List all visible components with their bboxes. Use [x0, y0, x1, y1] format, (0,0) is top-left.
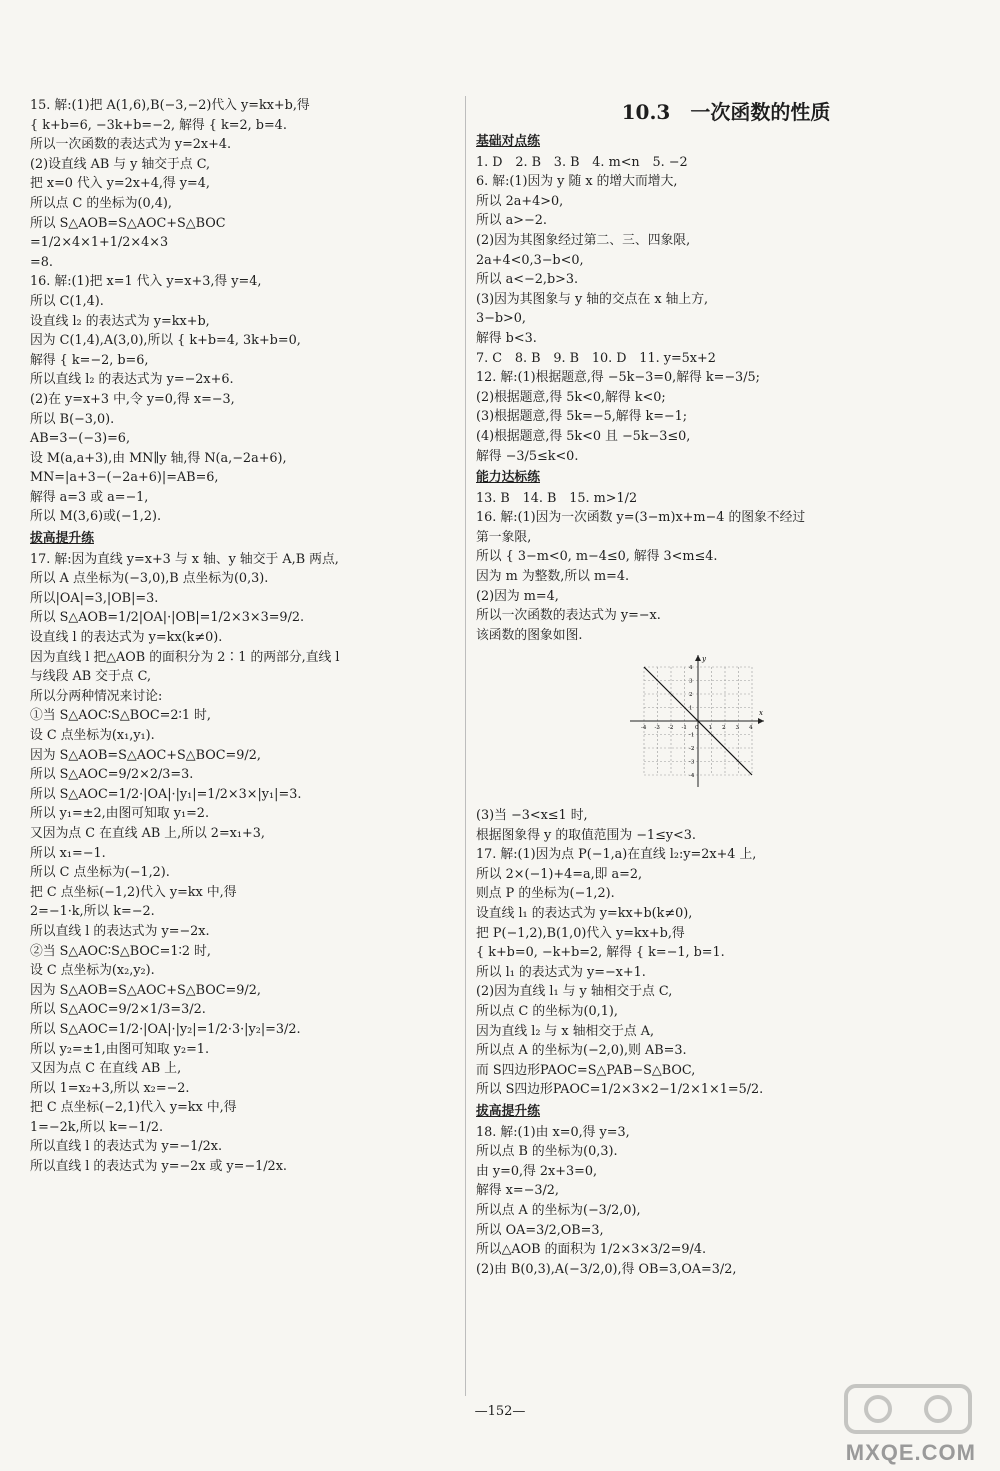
text-line: 所以直线 l 的表达式为 y=−1/2x.: [30, 1139, 223, 1155]
text-line: 把 P(−1,2),B(1,0)代入 y=kx+b,得: [476, 925, 685, 941]
text-line: 所以直线 l 的表达式为 y=−2x 或 y=−1/2x.: [30, 1159, 287, 1175]
y-tick-label: 1: [689, 705, 693, 712]
text-line: 所以 S△AOC=1/2·|OA|·|y₁|=1/2×3×|y₁|=3.: [30, 786, 302, 802]
text-line: ②当 S△AOC∶S△BOC=1∶2 时,: [30, 943, 211, 959]
text-line: 13. B 14. B 15. m>1/2: [476, 490, 638, 506]
text-line: 所以直线 l 的表达式为 y=−2x.: [30, 923, 210, 939]
text-line: 所以点 B 的坐标为(0,3).: [476, 1144, 618, 1160]
text-line: =1/2×4×1+1/2×4×3: [30, 235, 169, 251]
x-tick-label: 1: [708, 725, 712, 732]
text-line: 因为 C(1,4),A(3,0),所以 { k+b=4, 3k+b=0,: [30, 333, 301, 349]
text-line: 所以 B(−3,0).: [30, 411, 115, 427]
text-line: 因为 S△AOB=S△AOC+S△BOC=9/2,: [30, 747, 261, 763]
text-line: 把 C 点坐标(−2,1)代入 y=kx 中,得: [30, 1100, 237, 1116]
text-line: (2)根据题意,得 5k<0,解得 k<0;: [476, 389, 666, 405]
text-line: 15. 解:(1)把 A(1,6),B(−3,−2)代入 y=kx+b,得: [30, 98, 310, 113]
section-title: 10.3 一次函数的性质: [621, 100, 831, 124]
text-line: (2)因为 m=4,: [476, 588, 559, 604]
text-line: { k+b=0, −k+b=2, 解得 { k=−1, b=1.: [476, 945, 725, 961]
text-line: AB=3−(−3)=6,: [30, 431, 131, 447]
text-line: 设 C 点坐标为(x₁,y₁).: [30, 728, 155, 743]
text-line: 17. 解:因为直线 y=x+3 与 x 轴、y 轴交于 A,B 两点,: [30, 551, 339, 567]
text-line: 所以 x₁=−1.: [30, 845, 106, 861]
function-graph: [628, 651, 768, 791]
text-line: 所以 y₂=±1,由图可知取 y₂=1.: [30, 1041, 210, 1057]
x-tick-label: -2: [668, 725, 674, 732]
text-line: 所以 2×(−1)+4=a,即 a=2,: [476, 866, 643, 882]
text-line: 设直线 l₂ 的表达式为 y=kx+b,: [30, 313, 210, 329]
text-line: 因为直线 l 把△AOB 的面积分为 2∶1 的两部分,直线 l: [30, 649, 340, 665]
text-line: 因为 m 为整数,所以 m=4.: [476, 569, 630, 585]
text-line: 所以△AOB 的面积为 1/2×3×3/2=9/4.: [476, 1242, 707, 1258]
y-tick-label: -4: [689, 773, 695, 780]
x-axis-arrow: [758, 718, 764, 724]
text-line: { k+b=6, −3k+b=−2, 解得 { k=2, b=4.: [30, 117, 287, 133]
text-line: 所以 S四边形PAOC=1/2×3×2−1/2×1×1=5/2.: [476, 1082, 764, 1098]
text-line: 18. 解:(1)由 x=0,得 y=3,: [476, 1124, 630, 1140]
watermark-text: MXQE.COM: [845, 1440, 976, 1465]
text-line: 所以 S△AOB=S△AOC+S△BOC: [30, 215, 226, 231]
text-line: 设直线 l₁ 的表达式为 y=kx+b(k≠0),: [476, 906, 693, 921]
text-line: 与线段 AB 交于点 C,: [30, 669, 152, 685]
subsection-heading: 拔高提升练: [476, 1103, 540, 1119]
text-line: (3)因为其图象与 y 轴的交点在 x 轴上方,: [476, 291, 709, 307]
text-line: 所以 S△AOC=1/2·|OA|·|y₂|=1/2·3·|y₂|=3/2.: [30, 1021, 301, 1037]
text-line: 解得 b<3.: [476, 330, 537, 346]
text-line: 16. 解:(1)把 x=1 代入 y=x+3,得 y=4,: [30, 274, 262, 290]
right-column-part-b: [476, 806, 976, 1279]
y-tick-label: -2: [689, 746, 695, 753]
text-line: 所以 { 3−m<0, m−4≤0, 解得 3<m≤4.: [476, 549, 718, 565]
text-line: 所以|OA|=3,|OB|=3.: [30, 590, 159, 606]
text-line: 所以 2a+4>0,: [476, 193, 564, 209]
text-line: 所以一次函数的表达式为 y=−x.: [476, 608, 661, 624]
x-tick-label: -3: [654, 725, 660, 732]
text-line: 所以 C 点坐标为(−1,2).: [30, 865, 170, 881]
text-line: 所以点 C 的坐标为(0,1),: [476, 1003, 618, 1019]
text-line: 所以 l₁ 的表达式为 y=−x+1.: [476, 964, 646, 980]
text-line: 所以点 A 的坐标为(−2,0),则 AB=3.: [476, 1043, 687, 1059]
text-line: (3)当 −3<x≤1 时,: [476, 808, 588, 824]
x-tick-label: -1: [681, 725, 687, 732]
text-line: 所以 a<−2,b>3.: [476, 272, 579, 288]
text-line: 所以 S△AOC=9/2×2/3=3.: [30, 767, 194, 783]
text-line: 把 x=0 代入 y=2x+4,得 y=4,: [30, 176, 210, 192]
text-line: 所以 C(1,4).: [30, 293, 104, 309]
y-tick-label: -1: [689, 732, 695, 739]
column-divider: [465, 96, 466, 1396]
text-line: 又因为点 C 在直线 AB 上,所以 2=x₁+3,: [30, 825, 265, 841]
text-line: 解得 { k=−2, b=6,: [30, 352, 149, 368]
y-tick-label: 2: [689, 692, 693, 699]
x-tick-label: 3: [735, 725, 739, 732]
text-line: (3)根据题意,得 5k=−5,解得 k=−1;: [476, 409, 688, 425]
text-line: 解得 a=3 或 a=−1,: [30, 489, 149, 505]
text-line: 所以 a>−2.: [476, 213, 547, 229]
text-line: 所以 S△AOB=1/2|OA|·|OB|=1/2×3×3=9/2.: [30, 610, 305, 626]
y-tick-label: -3: [689, 759, 695, 766]
text-line: 把 C 点坐标(−1,2)代入 y=kx 中,得: [30, 884, 237, 900]
text-line: 解得 x=−3/2,: [476, 1183, 559, 1199]
x-tick-label: 4: [749, 725, 753, 732]
text-line: 17. 解:(1)因为点 P(−1,a)在直线 l₂:y=2x+4 上,: [476, 847, 757, 863]
right-column: [476, 96, 976, 1279]
text-line: 设直线 l 的表达式为 y=kx(k≠0).: [30, 630, 223, 646]
text-line: 所以分两种情况来讨论:: [30, 688, 163, 704]
text-line: 因为 S△AOB=S△AOC+S△BOC=9/2,: [30, 982, 261, 998]
y-tick-label: 3: [689, 678, 693, 685]
text-line: 3−b>0,: [476, 311, 526, 327]
page-number: —152—: [474, 1404, 526, 1419]
y-tick-label: 4: [689, 665, 693, 672]
text-line: 解得 −3/5≤k<0.: [476, 448, 579, 464]
text-line: 所以点 C 的坐标为(0,4),: [30, 195, 172, 211]
x-tick-label: -4: [641, 725, 647, 732]
text-line: (2)设直线 AB 与 y 轴交于点 C,: [30, 156, 211, 172]
subsection-heading: 能力达标练: [476, 470, 540, 486]
text-line: 1. D 2. B 3. B 4. m<n 5. −2: [476, 154, 688, 170]
text-line: 2a+4<0,3−b<0,: [476, 252, 584, 268]
x-tick-label: 0: [695, 725, 699, 732]
text-line: 所以 A 点坐标为(−3,0),B 点坐标为(0,3).: [30, 571, 269, 587]
text-line: 所以 OA=3/2,OB=3,: [476, 1222, 604, 1238]
subsection-heading: 拔高提升练: [30, 531, 94, 547]
text-line: (2)在 y=x+3 中,令 y=0,得 x=−3,: [30, 391, 235, 407]
text-line: 所以直线 l₂ 的表达式为 y=−2x+6.: [30, 372, 234, 388]
text-line: (2)因为其图象经过第二、三、四象限,: [476, 232, 691, 248]
text-line: 设 C 点坐标为(x₂,y₂).: [30, 963, 155, 979]
text-line: 6. 解:(1)因为 y 随 x 的增大而增大,: [476, 174, 678, 190]
text-line: 所以 S△AOC=9/2×1/3=3/2.: [30, 1002, 206, 1018]
y-axis-label: y: [702, 655, 706, 664]
text-line: 则点 P 的坐标为(−1,2).: [476, 886, 615, 902]
text-line: 16. 解:(1)因为一次函数 y=(3−m)x+m−4 的图象不经过: [476, 510, 806, 526]
text-line: 因为直线 l₂ 与 x 轴相交于点 A,: [476, 1023, 655, 1039]
text-line: 所以 y₁=±2,由图可知取 y₁=2.: [30, 806, 210, 822]
text-line: 根据图象得 y 的取值范围为 −1≤y<3.: [476, 827, 696, 843]
text-line: 1=−2k,所以 k=−1/2.: [30, 1119, 164, 1135]
text-line: 12. 解:(1)根据题意,得 −5k−3=0,解得 k=−3/5;: [476, 370, 760, 386]
text-line: 而 S四边形PAOC=S△PAB−S△BOC,: [476, 1062, 696, 1078]
text-line: MN=|a+3−(−2a+6)|=AB=6,: [30, 470, 219, 486]
y-axis-arrow: [695, 655, 701, 661]
text-line: 所以一次函数的表达式为 y=2x+4.: [30, 137, 232, 153]
text-line: (2)由 B(0,3),A(−3/2,0),得 OB=3,OA=3/2,: [476, 1261, 737, 1277]
text-line: ①当 S△AOC∶S△BOC=2∶1 时,: [30, 708, 211, 724]
right-column-part-a: [476, 132, 976, 645]
graph-ticks: [641, 665, 753, 779]
left-column: [30, 96, 460, 1177]
text-line: 所以点 A 的坐标为(−3/2,0),: [476, 1202, 641, 1218]
text-line: 又因为点 C 在直线 AB 上,: [30, 1061, 182, 1077]
text-line: 由 y=0,得 2x+3=0,: [476, 1163, 598, 1179]
text-line: 2=−1·k,所以 k=−2.: [30, 904, 155, 920]
text-line: 7. C 8. B 9. B 10. D 11. y=5x+2: [476, 350, 716, 366]
text-line: 设 M(a,a+3),由 MN∥y 轴,得 N(a,−2a+6),: [30, 450, 287, 466]
subsection-heading: 基础对点练: [476, 134, 540, 149]
text-line: (4)根据题意,得 5k<0 且 −5k−3≤0,: [476, 428, 691, 444]
text-line: =8.: [30, 254, 53, 270]
x-tick-label: 2: [722, 725, 726, 732]
text-line: 所以 1=x₂+3,所以 x₂=−2.: [30, 1080, 190, 1096]
text-line: 第一象限,: [476, 529, 532, 545]
x-axis-label: x: [759, 709, 763, 718]
text-line: 该函数的图象如图.: [476, 627, 583, 643]
text-line: (2)因为直线 l₁ 与 y 轴相交于点 C,: [476, 984, 673, 1000]
text-line: 所以 M(3,6)或(−1,2).: [30, 509, 162, 525]
